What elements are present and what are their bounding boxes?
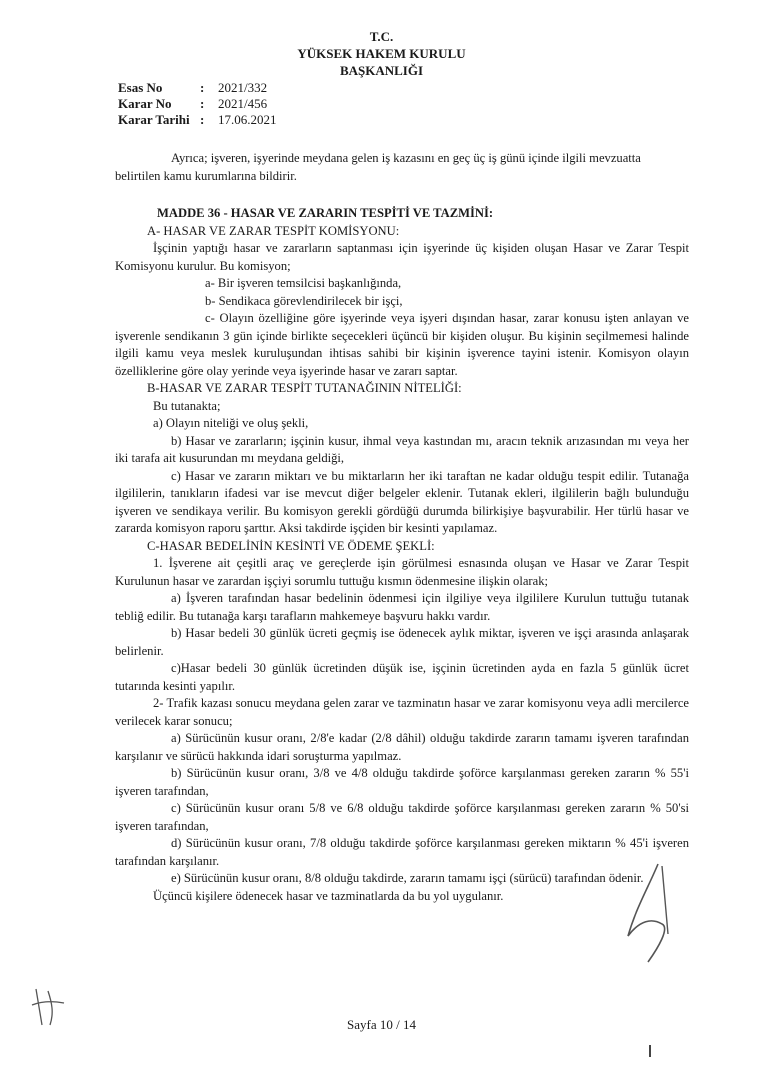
closing-paragraph: Üçüncü kişilere ödenecek hasar ve tazminatlarda da bu yol uygulanır. <box>153 888 504 903</box>
section-c-paragraph-1: 1. İşverene ait çeşitli araç ve gereçlerde işin görülmesi esnasında oluşan ve Hasar ve Zarar Tespit Kurulunun hasar ve zarardan işçiyi sorumlu tuttuğu kısmın ödenmesine ilişkin olarak; <box>115 556 689 588</box>
section-c-item-2a: a) Sürücünün kusur oranı, 2/8'e kadar (2/8 dâhil) olduğu takdirde zararın tamamı işveren tarafından karşılanır ve sürücü hakkında idari soruşturma yapılmaz. <box>115 731 689 763</box>
section-c-item-2e: e) Sürücünün kusur oranı, 8/8 olduğu takdirde, zararın tamamı işçi (sürücü) tarafından ödenir. <box>171 871 644 885</box>
meta-row-esas-no <box>118 80 277 96</box>
section-c-item-1c: c)Hasar bedeli 30 günlük ücretinden düşük ise, işçinin ücretinden ayda en fazla 5 günlük ücret tutarında kesinti yapılır. <box>115 661 689 693</box>
section-c-item-2c: c) Sürücünün kusur oranı 5/8 ve 6/8 olduğu takdirde şoförce karşılanması gereken zararın % 50'si işveren tarafından, <box>115 801 689 833</box>
meta-row-karar-no <box>118 96 277 112</box>
header-tc: T.C. <box>369 29 394 44</box>
meta-key: Esas No <box>118 80 163 95</box>
section-b-heading: B-HASAR VE ZARAR TESPİT TUTANAĞININ NİTELİĞİ: <box>147 381 462 395</box>
section-c-item-1b: b) Hasar bedeli 30 günlük ücreti geçmiş ise ödenecek aylık miktar, işveren ve işçi arasında anlaşarak belirlenir. <box>115 626 689 658</box>
meta-value: 17.06.2021 <box>218 112 277 127</box>
meta-row-karar-tarihi <box>118 112 277 128</box>
article-title: MADDE 36 - HASAR VE ZARARIN TESPİTİ VE TAZMİNİ: <box>157 206 494 220</box>
page-number: Sayfa 10 / 14 <box>347 1017 416 1032</box>
document-body <box>115 150 689 905</box>
section-a-item-c: c- Olayın özelliğine göre işyerinde veya işyeri dışından hasar, zarar konusu işten anlayan ve işverenle sendikanın 3 gün içinde birlikte seçecekleri üçüncü bir kişiden oluşur. Bu kişinin seçilmemesi halinde ilgili kamu veya meslek kuruluşundan ihtisas sahibi bir kişinin işverence tayini istenir. Komisyon olayın özelliklerine göre olay yerinde veya işyerinde hasar ve zararı saptar. <box>115 311 689 378</box>
section-c-item-2d: d) Sürücünün kusur oranı, 7/8 olduğu takdirde şoförce karşılanması gereken miktarın % 45'i işveren tarafından karşılanır. <box>115 836 689 868</box>
case-metadata <box>118 80 277 128</box>
section-b-intro: Bu tutanakta; <box>153 398 221 413</box>
section-a-heading: A- HASAR VE ZARAR TESPİT KOMİSYONU: <box>147 223 400 238</box>
section-a-paragraph: İşçinin yaptığı hasar ve zararların saptanması için işyerinde üç kişiden oluşan Hasar ve Zarar Tespit Komisyonu kurulur. Bu komisyon; <box>115 241 689 273</box>
section-c-item-2b: b) Sürücünün kusur oranı, 3/8 ve 4/8 olduğu takdirde şoförce karşılanması gereken zararın % 55'i işveren tarafından, <box>115 766 689 798</box>
signature-mark <box>618 858 688 973</box>
margin-mark <box>649 1045 651 1057</box>
meta-colon: : <box>200 112 205 127</box>
header-department: BAŞKANLIĞI <box>339 63 424 78</box>
meta-value: 2021/456 <box>218 96 268 111</box>
meta-key: Karar Tarihi <box>118 112 190 127</box>
header-institution: YÜKSEK HAKEM KURULU <box>297 46 466 61</box>
section-b-item-c: c) Hasar ve zararın miktarı ve bu miktarların her iki taraftan ne kadar olduğu tespit edilir. Tutanağa ilgililerin, tanıkların ifadesi var ise mevcut diğer belgeler eklenir. Tutanak ekleri, ilgililerin bağlı bulunduğu işveren ve sendikaya verilir. Bu komisyon gerekli gördüğü durumda bilirkişiye başvurabilir. Her türlü hasar ve zararda komisyon raporu şarttır. Aksi takdirde işçiden bir kesinti yapılamaz. <box>115 468 689 535</box>
meta-key: Karar No <box>118 96 172 111</box>
document-header <box>0 28 763 79</box>
meta-value: 2021/332 <box>218 80 268 95</box>
section-c-heading: C-HASAR BEDELİNİN KESİNTİ VE ÖDEME ŞEKLİ: <box>147 538 435 553</box>
section-c-paragraph-2: 2- Trafik kazası sonucu meydana gelen zarar ve tazminatın hasar ve zarar komisyonu veya adli mercilerce verilecek karar sonucu; <box>115 696 689 728</box>
section-c-item-1a: a) İşveren tarafından hasar bedelinin ödenmesi için ilgiliye veya ilgililere Kurulun tuttuğu tutanak tebliğ edilir. Bu tutanağa karşı tarafların mahkemeye başvuru hakkı vardır. <box>115 591 689 623</box>
intro-paragraph: Ayrıca; işveren, işyerinde meydana gelen iş kazasını en geç üç iş günü içinde ilgili mevzuatta belirtilen kamu kurumlarına bildirir. <box>115 151 641 183</box>
section-a-item-a: a- Bir işveren temsilcisi başkanlığında, <box>205 276 402 290</box>
section-a-item-b: b- Sendikaca görevlendirilecek bir işçi, <box>205 293 403 308</box>
meta-colon: : <box>200 96 205 111</box>
section-b-item-b: b) Hasar ve zararların; işçinin kusur, ihmal veya kastından mı, aracın teknik arızasından mı veya her iki tarafa ait kusurundan mı meydana geldiği, <box>115 433 689 465</box>
section-b-item-a: a) Olayın niteliği ve oluş şekli, <box>153 416 309 430</box>
meta-colon: : <box>200 80 205 95</box>
